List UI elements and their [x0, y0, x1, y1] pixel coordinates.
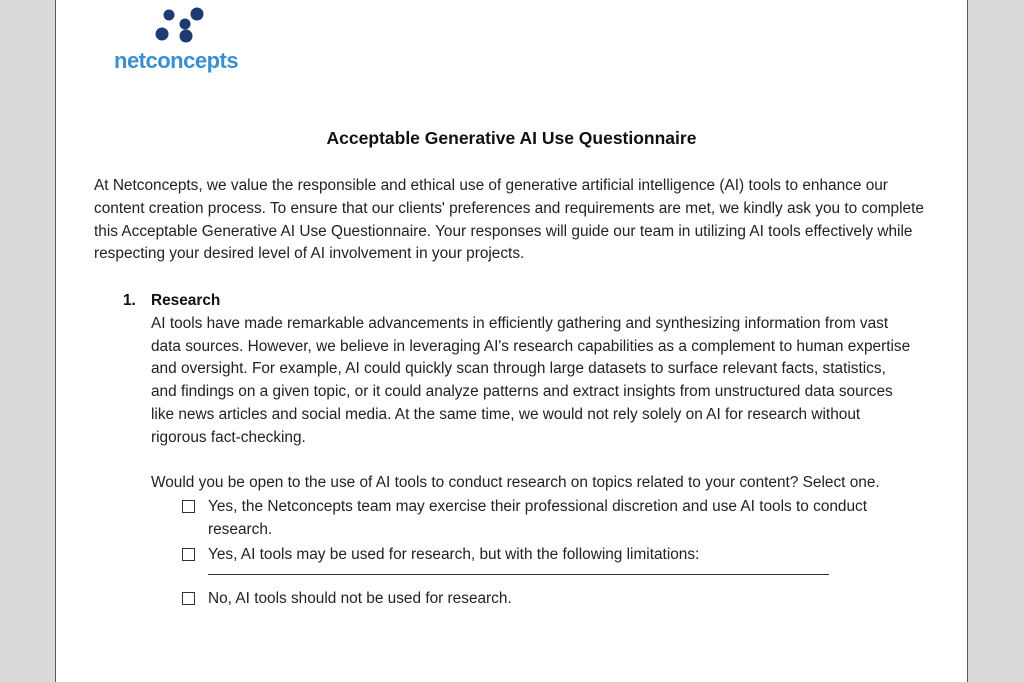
options-list — [181, 496, 913, 610]
document-title: Acceptable Generative AI Use Questionnaire — [326, 128, 697, 148]
limitations-fill-line[interactable] — [208, 574, 829, 575]
option-yes-discretion — [181, 496, 913, 542]
option-no — [181, 588, 913, 611]
netconcepts-logo — [114, 4, 254, 72]
document-page — [55, 0, 968, 682]
section-heading — [123, 290, 913, 313]
option-yes-limitations — [181, 544, 913, 567]
logo-brand-text: netconcepts — [114, 48, 239, 73]
section-heading-label: Research — [151, 292, 221, 309]
logo-dots-icon — [154, 4, 210, 44]
option-label: No, AI tools should not be used for research. — [208, 589, 512, 607]
option-label: Yes, AI tools may be used for research, but with the following limitations: — [208, 545, 700, 563]
section-body: AI tools have made remarkable advancements in efficiently gathering and synthesizing information from vast data sources. However, we believe in leveraging AI's research capabilities as a complement to human expertise and oversight. For example, AI could quickly scan through large datasets to surface relevant facts, statistics, and findings on a given topic, or it could analyze patterns and extract insights from unstructured data sources like news articles and social media. At the same time, we would not rely solely on AI for research without rigorous fact-checking. — [151, 314, 911, 446]
checkbox-no[interactable] — [182, 592, 195, 605]
question-text: Would you be open to the use of AI tools to conduct research on topics related to your content? Select one. — [151, 473, 880, 491]
checkbox-yes-discretion[interactable] — [182, 500, 195, 513]
checkbox-yes-limitations[interactable] — [182, 548, 195, 561]
intro-paragraph: At Netconcepts, we value the responsible and ethical use of generative artificial intelligence (AI) tools to enhance our content creation process. To ensure that our clients' preferences and requirements are met, we kindly ask you to complete this Acceptable Generative AI Use Questionnaire. Your responses will guide our team in utilizing AI tools effectively while respecting your desired level of AI involvement in your projects. — [94, 177, 924, 263]
option-label: Yes, the Netconcepts team may exercise their professional discretion and use AI tools to conduct research. — [208, 498, 868, 539]
section-research — [123, 290, 913, 613]
section-number: 1. — [123, 292, 136, 309]
